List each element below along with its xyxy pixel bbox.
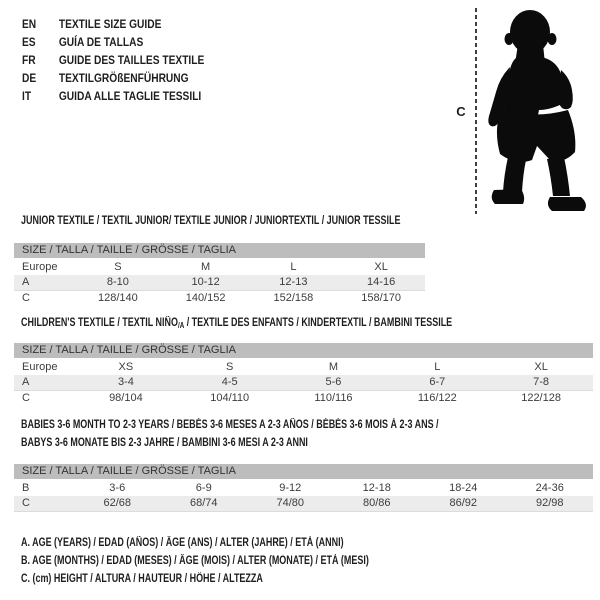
babies-heading-line2: BABYS 3-6 MONATE BIS 2-3 JAHRE / BAMBINI 3-6 MESI A 2-3 ANNI xyxy=(21,437,308,449)
value-cell: 12-18 xyxy=(362,482,391,494)
children-size-table xyxy=(14,343,593,406)
baby-silhouette-image xyxy=(486,8,600,216)
value-cell: 140/152 xyxy=(185,292,226,304)
value-cell: 6-9 xyxy=(195,482,212,494)
value-cell: 152/158 xyxy=(273,292,314,304)
children-section-heading xyxy=(21,317,452,332)
value-cell: 4-5 xyxy=(178,375,282,391)
language-label: GUIDE DES TAILLES TEXTILE xyxy=(58,53,205,67)
language-legend xyxy=(22,15,236,105)
row-label: Europe xyxy=(22,261,58,273)
legend-footnotes xyxy=(21,534,467,588)
row-label: B xyxy=(22,482,30,494)
footnote-height: C. (cm) HEIGHT / ALTURA / HAUTEUR / HÖHE / ALTEZZA xyxy=(21,573,263,585)
size-cell: XL xyxy=(534,361,548,373)
value-cell: 9-12 xyxy=(279,482,302,494)
size-header-cell: SIZE / TALLA / TAILLE / GRÖSSE / TAGLIA xyxy=(14,243,425,259)
size-header-cell: SIZE / TALLA / TAILLE / GRÖSSE / TAGLIA xyxy=(14,343,593,359)
language-code: ES xyxy=(22,35,36,49)
value-cell: 8-10 xyxy=(74,275,162,291)
table-row-height xyxy=(14,291,425,307)
size-cell: S xyxy=(114,261,122,273)
value-cell: 104/110 xyxy=(210,392,250,404)
junior-size-table xyxy=(14,243,425,306)
size-cell: M xyxy=(201,261,211,273)
size-cell: L xyxy=(290,261,297,273)
value-cell: 18-24 xyxy=(449,482,478,494)
table-row-height xyxy=(14,391,593,407)
value-cell: 92/98 xyxy=(507,496,594,512)
value-cell: 116/122 xyxy=(417,392,457,404)
table-header-row xyxy=(14,243,425,259)
table-row-age-months xyxy=(14,480,593,496)
value-cell: 10-12 xyxy=(162,275,250,291)
row-label: A xyxy=(14,375,74,391)
size-header-cell: SIZE / TALLA / TAILLE / GRÖSSE / TAGLIA xyxy=(14,464,593,480)
table-row-europe xyxy=(14,259,425,275)
babies-section-heading xyxy=(21,416,439,452)
row-label: C xyxy=(22,392,30,404)
babies-size-table xyxy=(14,464,593,512)
language-row-es xyxy=(22,33,204,51)
footnote-age-months: B. AGE (MONTHS) / EDAD (MESES) / ÂGE (MOIS) / ALTER (MONATE) / ETÀ (MESI) xyxy=(21,555,369,567)
size-cell: L xyxy=(434,361,441,373)
measure-label-c: C xyxy=(456,104,466,119)
language-row-fr xyxy=(22,51,204,69)
value-cell: 74/80 xyxy=(247,496,334,512)
children-heading-pre: CHILDREN'S TEXTILE / TEXTIL NIÑO xyxy=(21,317,178,329)
language-code: IT xyxy=(22,89,32,103)
value-cell: 14-16 xyxy=(337,275,425,291)
table-header-row xyxy=(14,343,593,359)
table-header-row xyxy=(14,464,593,480)
value-cell: 6-7 xyxy=(385,375,489,391)
value-cell: 122/128 xyxy=(521,392,561,404)
value-cell: 24-36 xyxy=(535,482,564,494)
value-cell: 62/68 xyxy=(74,496,161,512)
size-cell: XL xyxy=(374,261,388,273)
value-cell: 128/140 xyxy=(97,292,138,304)
children-heading-subscript: /A xyxy=(177,321,185,330)
value-cell: 86/92 xyxy=(420,496,507,512)
language-label: TEXTILGRÖßENFÜHRUNG xyxy=(58,71,189,85)
row-label: C xyxy=(22,292,30,304)
language-code: DE xyxy=(22,71,37,85)
table-row-age xyxy=(14,275,425,291)
size-cell: XS xyxy=(118,361,134,373)
size-cell: S xyxy=(226,361,234,373)
value-cell: 110/116 xyxy=(314,392,353,404)
value-cell: 68/74 xyxy=(161,496,248,512)
value-cell: 80/86 xyxy=(334,496,421,512)
language-row-en xyxy=(22,15,204,33)
size-cell: M xyxy=(328,361,339,373)
children-heading-post: / TEXTILE DES ENFANTS / KINDERTEXTIL / BAMBINI TESSILE xyxy=(184,317,453,329)
table-row-europe xyxy=(14,359,593,375)
value-cell: 3-4 xyxy=(74,375,178,391)
height-measure-dotted-line xyxy=(475,8,477,214)
row-label: Europe xyxy=(22,361,58,373)
babies-heading-line1: BABIES 3-6 MONTH TO 2-3 YEARS / BEBÉS 3-6 MESES A 2-3 AÑOS / BÉBÉS 3-6 MOIS À 2-3 ANS / xyxy=(21,419,439,431)
row-label: C xyxy=(14,496,74,512)
value-cell: 98/104 xyxy=(109,392,143,404)
value-cell: 7-8 xyxy=(489,375,593,391)
table-row-age xyxy=(14,375,593,391)
language-label: GUIDA ALLE TAGLIE TESSILI xyxy=(58,89,202,103)
table-row-height xyxy=(14,496,593,512)
language-code: FR xyxy=(22,53,36,67)
language-row-de xyxy=(22,69,204,87)
language-label: TEXTILE SIZE GUIDE xyxy=(58,17,162,31)
language-row-it xyxy=(22,87,204,105)
language-label: GUÍA DE TALLAS xyxy=(58,35,144,49)
value-cell: 5-6 xyxy=(282,375,386,391)
value-cell: 12-13 xyxy=(250,275,338,291)
footnote-age-years: A. AGE (YEARS) / EDAD (AÑOS) / ÂGE (ANS) / ALTER (JAHRE) / ETÀ (ANNI) xyxy=(21,537,344,549)
junior-section-heading: JUNIOR TEXTILE / TEXTIL JUNIOR/ TEXTILE JUNIOR / JUNIORTEXTIL / JUNIOR TESSILE xyxy=(21,215,401,227)
row-label: A xyxy=(14,275,74,291)
value-cell: 3-6 xyxy=(109,482,126,494)
language-code: EN xyxy=(22,17,37,31)
value-cell: 158/170 xyxy=(361,292,401,304)
